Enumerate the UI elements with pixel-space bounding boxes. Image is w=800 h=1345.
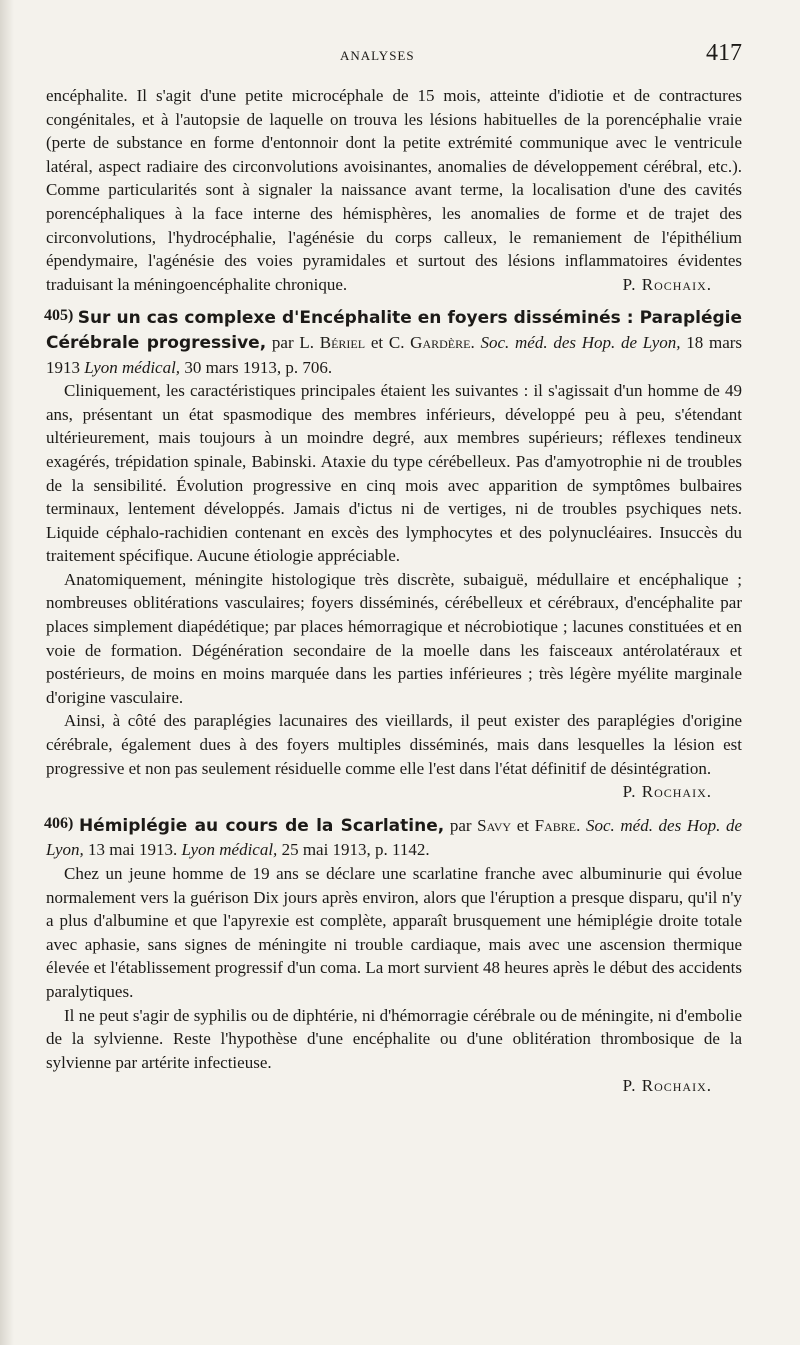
article-406-date-1: 13 mai 1913. — [88, 840, 178, 860]
article-405-title: Sur un cas complexe d'Encéphalite en foyers disséminés : Paraplégie Cérébrale progressive, — [46, 308, 742, 353]
article-406-date-2: 25 mai 1913, p. 1142. — [281, 840, 430, 860]
article-405-paragraph: Anatomiquement, méningite histologique très discrète, subaiguë, médullaire et encéphalique ; nombreuses oblitérations vasculaires; foyers disséminés, cérébelleux et cérébraux, d'encéphalite par places simplement diapédétique; par places hémorragique et nécrobiotique ; lacunes constituées et en voie de formation. Dégénération secondaire de la moelle dans les faisceaux antérolatéraux et postérieurs, de moins en moins marquée dans les parties inférieures ; très légère myélite marginale d'origine vasculaire. — [46, 569, 742, 707]
article-405-paragraph: Cliniquement, les caractéristiques principales étaient les suivantes : il s'agissait d'un homme de 49 ans, présentant un état spasmodique des membres inférieurs, développé peu à peu, s'étendant ultérieurement, mais toujours à un moindre degré, aux membres supérieurs; réflexes tendineux exagérés, trépidation spinale, Babinski. Ataxie du type cérébelleux. Pas d'amyotrophie ni de troubles de la sensibilité. Évolution progressive en cinq mois avec apparition de symptômes bulbaires terminaux, lentement développés. Jamais d'ictus ni de vertiges, ni de troubles psychiques nets. Liquide céphalo-rachidien contenant en excès des lymphocytes et des polynucléaires. Insuccès du traitement spécifique. Aucune étiologie appréciable. — [46, 381, 742, 566]
page-number: 417 — [706, 40, 742, 66]
article-405-by: par — [271, 332, 294, 352]
page-gutter-shadow — [0, 0, 14, 1345]
article-405-paragraph: Ainsi, à côté des paraplégies lacunaires des vieillards, il peut exister des paraplégies d'origine cérébrale, également dues à des foyers multiples disséminés, mais dans lesquelles la lésion est progressive et non pas seulement résiduelle comme elle l'est dans l'état définitif de désintégration. — [46, 711, 742, 778]
article-406-journal-1: Soc. méd. des Hop. de Lyon, — [46, 815, 743, 860]
article-405-and: et — [370, 332, 384, 352]
page-body — [46, 84, 742, 1098]
article-406-journal-2: Lyon médical, — [181, 840, 278, 860]
article-406-paragraph: Il ne peut s'agir de syphilis ou de diphtérie, ni d'hémorragie cérébrale ou de méningite, ni d'embolie de la sylvienne. Reste l'hypothèse d'une encéphalite ou d'une oblitération thrombosique de la sylvienne par artérite infectieuse. — [46, 1005, 742, 1072]
intro-paragraph: encéphalite. Il s'agit d'une petite microcéphale de 15 mois, atteinte d'idiotie et de contractures congénitales, et à l'autopsie de laquelle on trouva les lésions habituelles de la porencéphalie vraie (perte de substance en forme d'entonnoir dont la petite extrémité communique avec le ventricule latéral, aspect radiaire des circonvolutions avoisinantes, anomalies de développement cérébral, etc.). Comme particularités sont à signaler la naissance avant terme, la localisation d'une des cavités porencéphaliques à la face interne des hémisphères, les anomalies de forme et de trajet des circonvolutions, l'hydrocéphalie, l'agénésie du corps calleux, le remaniement de l'épithélium épendymaire, l'agénésie des voies pyramidales et surtout des lésions inflammatoires évidentes traduisant la méningoencéphalite chronique. — [46, 86, 742, 294]
article-406-heading — [46, 812, 742, 862]
running-title: ANALYSES — [340, 48, 415, 63]
article-405-number: 405) — [44, 307, 74, 325]
article-406-and: et — [516, 815, 529, 835]
article-406-author-1: Savy — [477, 815, 512, 835]
article-406-paragraph: Chez un jeune homme de 19 ans se déclare une scarlatine franche avec albuminurie qui évolue normalement vers la guérison Dix jours après environ, alors que l'éruption a presque disparu, qu'il n'y a plus d'albumine et que l'apyrexie est complète, apparaît brusquement une hémiplégie droite totale avec aphasie, sans signes de méningite ni trouble cardiaque, mais avec une ascension thermique élevée et l'établissement progressif d'un coma. La mort survient 48 heures après le début des accidents paralytiques. — [46, 864, 742, 1001]
article-405-author-1: L. Bériel — [299, 332, 366, 352]
article-406-title: Hémiplégie au cours de la Scarlatine, — [78, 815, 445, 836]
article-405-journal-1: Soc. méd. des Hop. de Lyon, — [480, 332, 681, 352]
article-406-author-2: Fabre. — [534, 815, 581, 835]
article-406-by: par — [449, 815, 472, 835]
article-405-author-2: C. Gardère. — [388, 332, 475, 352]
article-405-date-2: 30 mars 1913, p. 706. — [184, 357, 333, 377]
article-405-signature: P. Rochaix. — [622, 782, 712, 802]
article-406-signature: P. Rochaix. — [622, 1076, 712, 1096]
article-405-heading — [46, 304, 742, 379]
article-405-date-1: 18 mars 1913 — [46, 332, 743, 377]
article-405-journal-2: Lyon médical, — [84, 357, 181, 377]
article-406-number: 406) — [44, 814, 74, 832]
page-header — [0, 40, 800, 80]
intro-signature: P. Rochaix. — [622, 274, 712, 294]
